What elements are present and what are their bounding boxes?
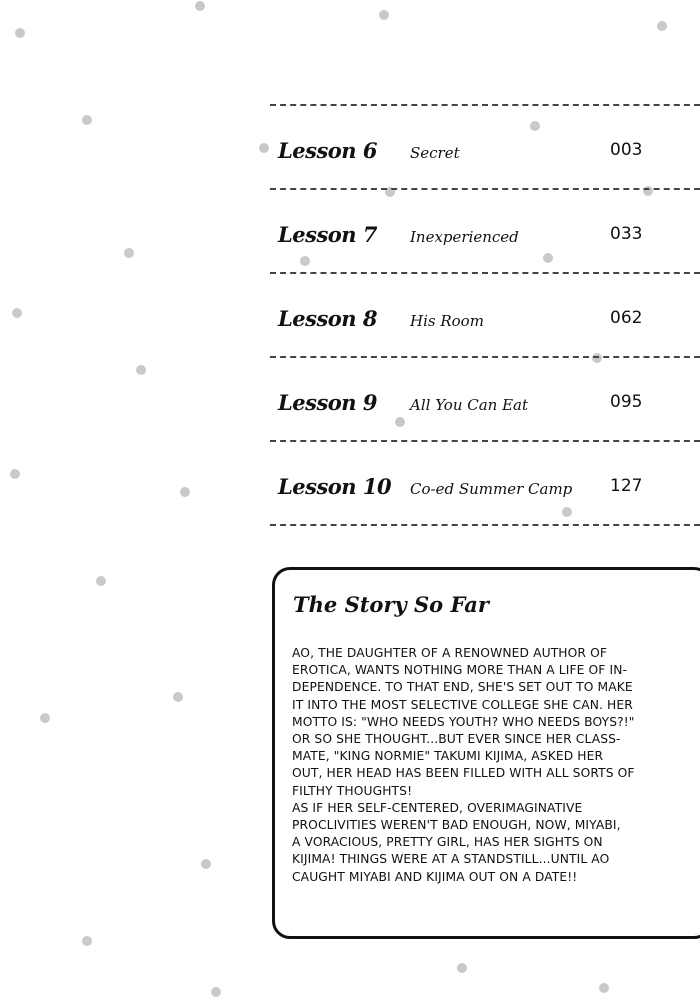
lesson-number: Lesson 10 xyxy=(278,474,392,499)
summary-line: MOTTO IS: "WHO NEEDS YOUTH? WHO NEEDS BOYS?!" xyxy=(292,714,635,729)
page-number: 033 xyxy=(610,224,643,244)
toc-entry xyxy=(270,106,700,188)
summary-line: OR SO SHE THOUGHT...BUT EVER SINCE HER CLASS- xyxy=(292,732,621,747)
toc-entry xyxy=(270,358,700,440)
summary-line: MATE, "KING NORMIE" TAKUMI KIJIMA, ASKED HER xyxy=(292,749,604,764)
dot xyxy=(136,365,146,375)
table-of-contents xyxy=(270,104,700,526)
dot xyxy=(96,576,106,586)
story-summary xyxy=(292,645,692,886)
dot xyxy=(180,487,190,497)
chapter-title: Secret xyxy=(410,144,460,162)
dot xyxy=(599,983,609,993)
dot xyxy=(201,859,211,869)
dot xyxy=(657,21,667,31)
page-number: 095 xyxy=(610,392,643,412)
summary-line: EROTICA, WANTS NOTHING MORE THAN A LIFE OF IN- xyxy=(292,663,628,678)
chapter-title: Co-ed Summer Camp xyxy=(410,480,573,498)
toc-entry xyxy=(270,442,700,524)
toc-entry xyxy=(270,190,700,272)
dot xyxy=(457,963,467,973)
chapter-title: His Room xyxy=(410,312,484,330)
summary-line: OUT, HER HEAD HAS BEEN FILLED WITH ALL SORTS OF xyxy=(292,766,635,781)
dot xyxy=(15,28,25,38)
dashed-divider xyxy=(270,524,700,526)
summary-line: PROCLIVITIES WEREN'T BAD ENOUGH, NOW, MIYABI, xyxy=(292,818,621,833)
chapter-title: All You Can Eat xyxy=(410,396,529,414)
summary-line: FILTHY THOUGHTS! xyxy=(292,783,413,798)
summary-line: CAUGHT MIYABI AND KIJIMA OUT ON A DATE!! xyxy=(292,869,578,884)
dot xyxy=(10,469,20,479)
summary-line: KIJIMA! THINGS WERE AT A STANDSTILL...UNTIL AO xyxy=(292,852,610,867)
lesson-number: Lesson 6 xyxy=(278,138,377,163)
summary-line: AO, THE DAUGHTER OF A RENOWNED AUTHOR OF xyxy=(292,646,608,660)
summary-line: DEPENDENCE. TO THAT END, SHE'S SET OUT TO MAKE xyxy=(292,680,633,695)
summary-line: A VORACIOUS, PRETTY GIRL, HAS HER SIGHTS ON xyxy=(292,835,603,850)
summary-line: IT INTO THE MOST SELECTIVE COLLEGE SHE CAN. HER xyxy=(292,697,633,712)
toc-entry xyxy=(270,274,700,356)
dot xyxy=(173,692,183,702)
page-number: 127 xyxy=(610,476,643,496)
dot xyxy=(379,10,389,20)
lesson-number: Lesson 7 xyxy=(278,222,377,247)
dot xyxy=(12,308,22,318)
summary-line: AS IF HER SELF-CENTERED, OVERIMAGINATIVE xyxy=(292,800,583,815)
dot xyxy=(82,936,92,946)
story-so-far-box xyxy=(272,567,700,939)
page-number: 003 xyxy=(610,140,643,160)
dot xyxy=(124,248,134,258)
dot xyxy=(82,115,92,125)
chapter-title: Inexperienced xyxy=(410,228,519,246)
dot xyxy=(40,713,50,723)
lesson-number: Lesson 8 xyxy=(278,306,377,331)
story-heading: The Story So Far xyxy=(293,592,489,617)
dot xyxy=(211,987,221,997)
dot xyxy=(259,143,269,153)
dot xyxy=(195,1,205,11)
lesson-number: Lesson 9 xyxy=(278,390,377,415)
page-number: 062 xyxy=(610,308,643,328)
